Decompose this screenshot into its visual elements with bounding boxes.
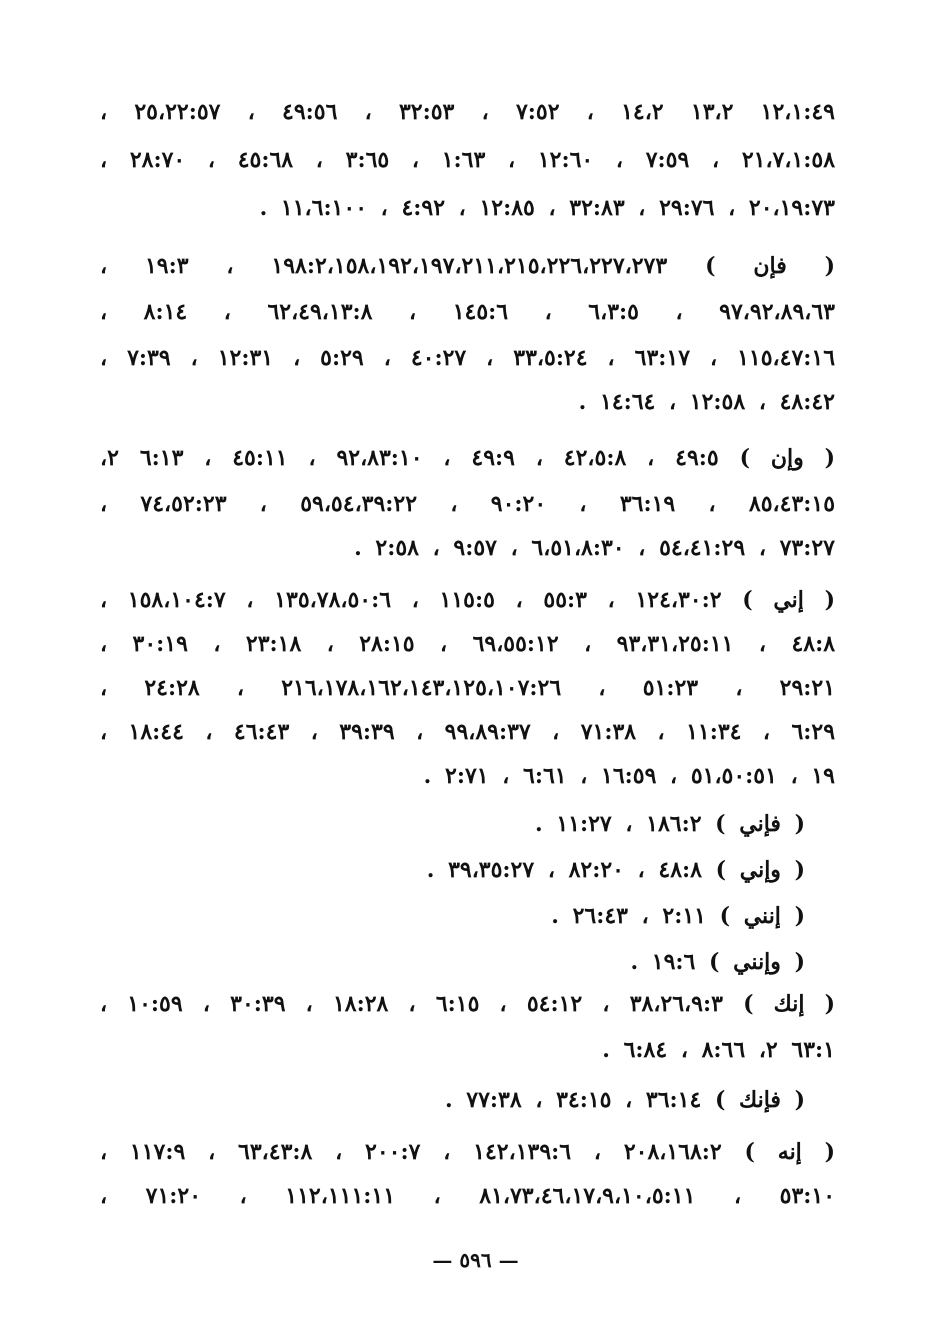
text-line: ١٩ ، ٥١،٥٠:٥١ ، ١٦:٥٩ ، ٦:٦١ ، ٢:٧١ . — [423, 763, 835, 789]
text-line: ( فإنك ) ٣٦:١٤ ، ٣٤:١٥ ، ٧٧:٣٨ . — [444, 1087, 805, 1113]
text-line: ( إنك ) ٣٨،٢٦،٩:٣ ، ٥٤:١٢ ، ٦:١٥ ، ١٨:٢٨ ، ٣٠:٣٩ ، ١٠:٥٩ ، — [100, 991, 835, 1017]
text-line: ( فإني ) ١٨٦:٢ ، ١١:٢٧ . — [534, 811, 805, 837]
text-line: ( إنه ) ٢٠٨،١٦٨:٢ ، ١٤٢،١٣٩:٦ ، ٢٠٠:٧ ، ٦٣،٤٣:٨ ، ١١٧:٩ ، — [100, 1139, 835, 1165]
text-line: ٤٨:٨ ، ٩٣،٣١،٢٥:١١ ، ٦٩،٥٥:١٢ ، ٢٨:١٥ ، ٢٣:١٨ ، ٣٠:١٩ ، — [100, 631, 835, 657]
text-line: ٧٣:٢٧ ، ٥٤،٤١:٢٩ ، ٦،٥١،٨:٣٠ ، ٩:٥٧ ، ٢:٥٨ . — [354, 535, 835, 561]
text-line: ١١٥،٤٧:١٦ ، ٦٣:١٧ ، ٣٣،٥:٢٤ ، ٤٠:٢٧ ، ٥:٢٩ ، ١٢:٣١ ، ٧:٣٩ ، — [100, 345, 835, 371]
text-line: ( وإني ) ٤٨:٨ ، ٨٢:٢٠ ، ٣٩،٣٥:٢٧ . — [426, 857, 805, 883]
text-line: ( إنني ) ٢:١١ ، ٢٦:٤٣ . — [551, 903, 805, 929]
text-line: ٩٧،٩٢،٨٩،٦٣ ، ٦،٣:٥ ، ١٤٥:٦ ، ٦٢،٤٩،١٣:٨ ، ٨:١٤ ، — [100, 299, 835, 325]
text-line: ٢١،٧،١:٥٨ ، ٧:٥٩ ، ١٢:٦٠ ، ١:٦٣ ، ٣:٦٥ ، ٤٥:٦٨ ، ٢٨:٧٠ ، — [100, 147, 835, 173]
document-page — [100, 92, 835, 1292]
text-line: ( إني ) ١٢٤،٣٠:٢ ، ٥٥:٣ ، ١١٥:٥ ، ١٣٥،٧٨،٥٠:٦ ، ١٥٨،١٠٤:٧ ، — [100, 587, 835, 613]
text-line: ١٢،١:٤٩ ١٣،٢ ١٤،٢ ، ٧:٥٢ ، ٣٢:٥٣ ، ٤٩:٥٦ ، ٢٥،٢٢:٥٧ ، — [100, 99, 835, 125]
text-line: ( وإنني ) ١٩:٦ . — [630, 949, 805, 975]
text-line: ٦:٢٩ ، ١١:٣٤ ، ٧١:٣٨ ، ٩٩،٨٩:٣٧ ، ٣٩:٣٩ ، ٤٦:٤٣ ، ١٨:٤٤ ، — [100, 719, 835, 745]
text-line: ( وإن ) ٤٩:٥ ، ٤٢،٥:٨ ، ٤٩:٩ ، ٩٢،٨٣:١٠ ، ٤٥:١١ ، ٦:١٣ ٢، — [100, 445, 835, 471]
text-line: ٥٣:١٠ ، ٨١،٧٣،٤٦،١٧،٩،١٠،٥:١١ ، ١١٢،١١١:١١ ، ٧١:٢٠ ، — [100, 1183, 835, 1209]
text-line: ٢٠،١٩:٧٣ ، ٢٩:٧٦ ، ٣٢:٨٣ ، ١٢:٨٥ ، ٤:٩٢ ، ١١،٦:١٠٠ . — [259, 195, 835, 221]
text-line: ٦٣:١ ٢، ٨:٦٦ ، ٦:٨٤ . — [602, 1037, 835, 1063]
text-line: ٢٩:٢١ ، ٥١:٢٣ ، ٢١٦،١٧٨،١٦٢،١٤٣،١٢٥،١٠٧:٢٦ ، ٢٤:٢٨ ، — [100, 675, 835, 701]
text-line: ٤٨:٤٢ ، ١٢:٥٨ ، ١٤:٦٤ . — [578, 389, 835, 415]
text-line: ٨٥،٤٣:١٥ ، ٣٦:١٩ ، ٩٠:٢٠ ، ٥٩،٥٤،٣٩:٢٢ ، ٧٤،٥٢:٢٣ ، — [100, 491, 835, 517]
text-line: ( فإن ) ١٩٨:٢،١٥٨،١٩٢،١٩٧،٢١١،٢١٥،٢٢٦،٢٢٧،٢٧٣ ، ١٩:٣ ، — [100, 253, 835, 279]
page-number: — ٥٩٦ — — [432, 1248, 519, 1272]
